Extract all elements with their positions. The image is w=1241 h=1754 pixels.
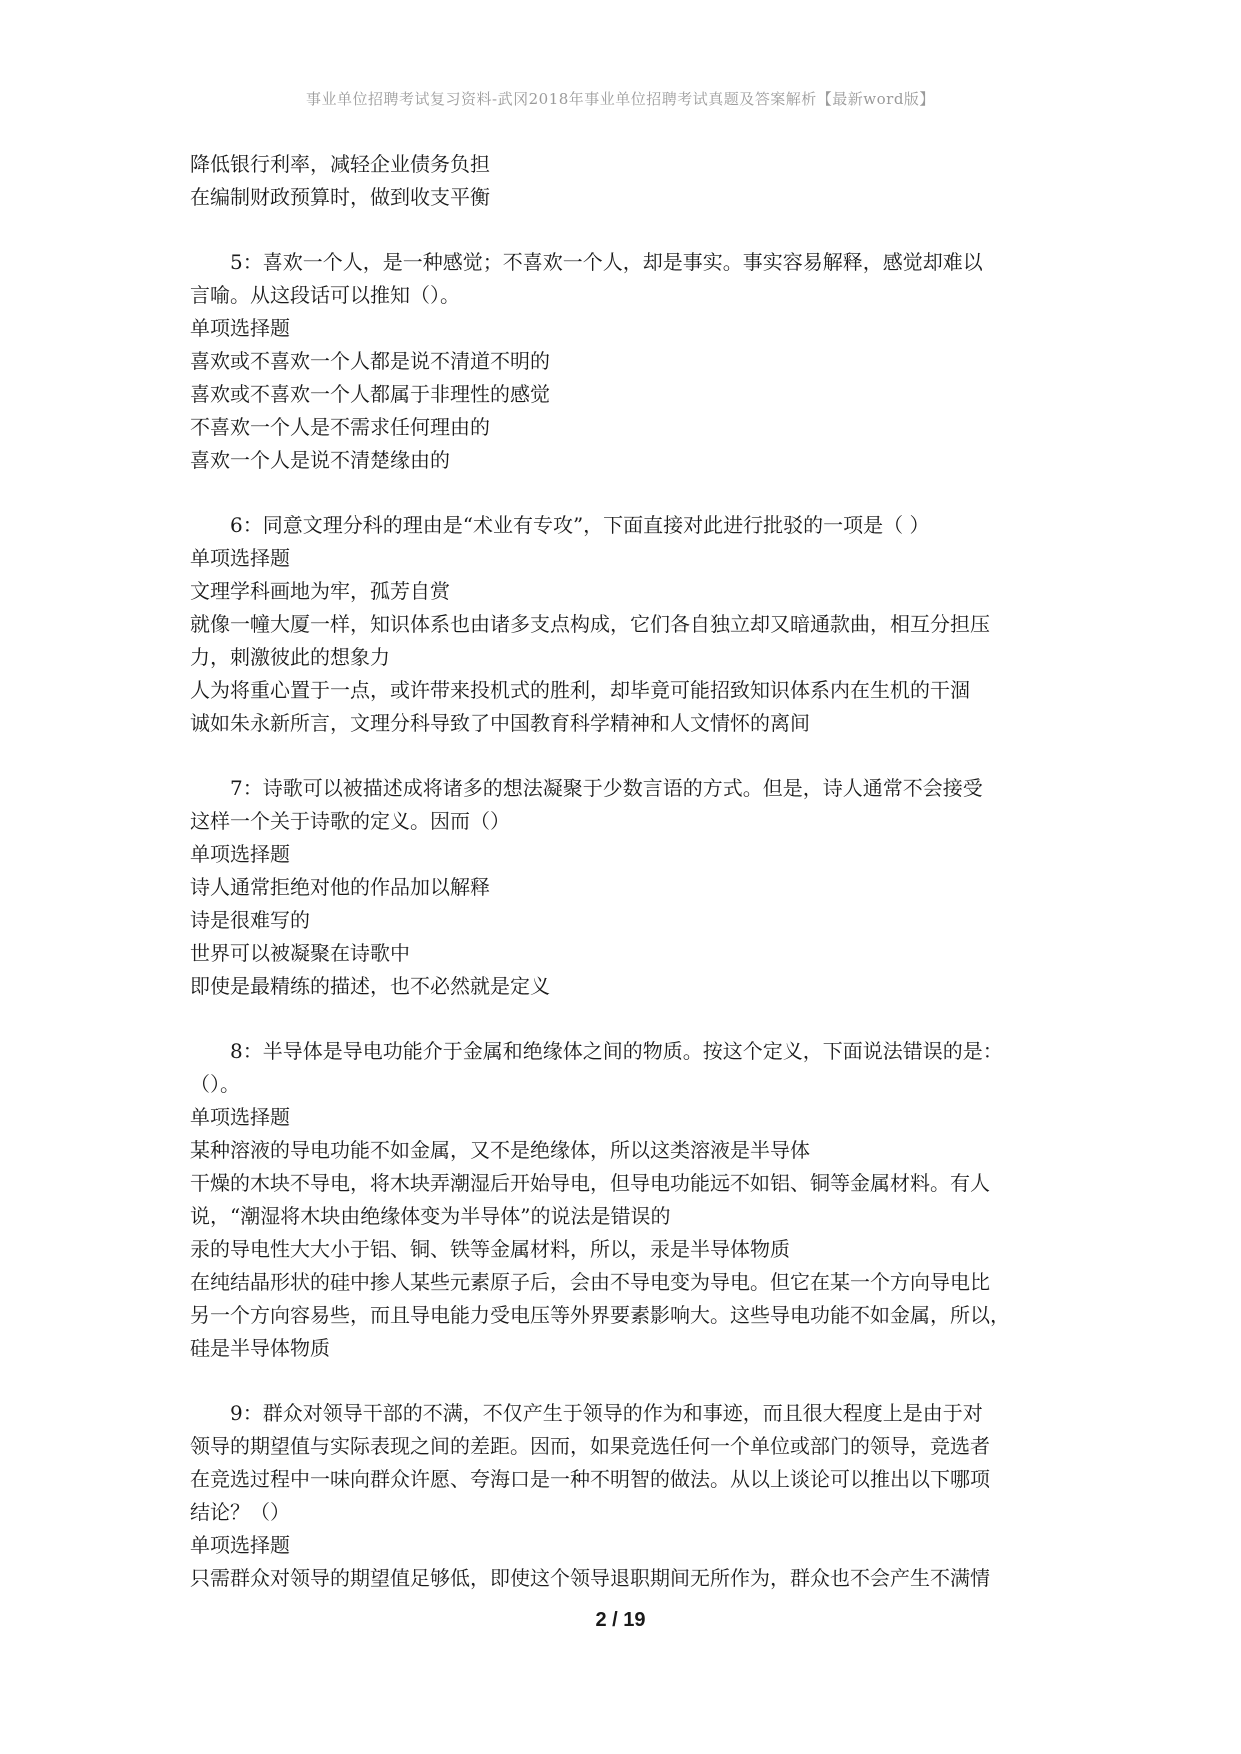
document-body — [190, 148, 1070, 1595]
paragraph-gap — [190, 1365, 1070, 1397]
question-stem-line: 领导的期望值与实际表现之间的差距。因而，如果竞选任何一个单位或部门的领导，竞选者 — [190, 1434, 990, 1458]
paragraph-gap — [190, 477, 1070, 509]
option-line: 世界可以被凝聚在诗歌中 — [190, 941, 410, 965]
option-line: 即使是最精练的描述，也不必然就是定义 — [190, 974, 550, 998]
option-line: 在编制财政预算时，做到收支平衡 — [190, 185, 490, 209]
option-line: 汞的导电性大大小于铝、铜、铁等金属材料，所以，汞是半导体物质 — [190, 1237, 790, 1261]
option-line: 人为将重心置于一点，或许带来投机式的胜利，却毕竟可能招致知识体系内在生机的干涸 — [190, 678, 970, 702]
question-stem-line: 言喻。从这段话可以推知（）。 — [190, 283, 460, 307]
option-line: 干燥的木块不导电，将木块弄潮湿后开始导电，但导电功能远不如铝、铜等金属材料。有人 — [190, 1171, 990, 1195]
option-line: 不喜欢一个人是不需求任何理由的 — [190, 415, 490, 439]
page-number: 2 / 19 — [595, 1609, 646, 1631]
question-type-label: 单项选择题 — [190, 316, 290, 340]
question-stem-line: 5：喜欢一个人，是一种感觉；不喜欢一个人，却是事实。事实容易解释，感觉却难以 — [230, 250, 983, 274]
option-line: 诗是很难写的 — [190, 908, 310, 932]
question-type-label: 单项选择题 — [190, 546, 290, 570]
option-line: 文理学科画地为牢，孤芳自赏 — [190, 579, 450, 603]
option-line: 喜欢一个人是说不清楚缘由的 — [190, 448, 450, 472]
question-stem-line: 6：同意文理分科的理由是“术业有专攻”，下面直接对此进行批驳的一项是（ ） — [230, 513, 930, 537]
question-type-label: 单项选择题 — [190, 1105, 290, 1129]
option-line: 诚如朱永新所言，文理分科导致了中国教育科学精神和人文情怀的离间 — [190, 711, 810, 735]
question-type-label: 单项选择题 — [190, 1533, 290, 1557]
question-stem-line: 9：群众对领导干部的不满，不仅产生于领导的作为和事迹，而且很大程度上是由于对 — [230, 1401, 983, 1425]
option-line: 某种溶液的导电功能不如金属，又不是绝缘体，所以这类溶液是半导体 — [190, 1138, 810, 1162]
paragraph-gap — [190, 1003, 1070, 1035]
question-stem-line: 这样一个关于诗歌的定义。因而（） — [190, 809, 510, 833]
paragraph-gap — [190, 740, 1070, 772]
option-line: 喜欢或不喜欢一个人都是说不清道不明的 — [190, 349, 550, 373]
option-line: 另一个方向容易些，而且导电能力受电压等外界要素影响大。这些导电功能不如金属，所以， — [190, 1303, 1010, 1327]
option-line: 只需群众对领导的期望值足够低，即使这个领导退职期间无所作为，群众也不会产生不满情 — [190, 1566, 990, 1590]
option-line: 硅是半导体物质 — [190, 1336, 330, 1360]
option-line: 在纯结晶形状的硅中掺人某些元素原子后，会由不导电变为导电。但它在某一个方向导电比 — [190, 1270, 990, 1294]
option-line: 就像一幢大厦一样，知识体系也由诸多支点构成，它们各自独立却又暗通款曲，相互分担压 — [190, 612, 990, 636]
option-line: 喜欢或不喜欢一个人都属于非理性的感觉 — [190, 382, 550, 406]
option-line: 力，刺激彼此的想象力 — [190, 645, 390, 669]
page-header: 事业单位招聘考试复习资料-武冈2018年事业单位招聘考试真题及答案解析【最新word版】 — [306, 90, 935, 108]
option-line: 诗人通常拒绝对他的作品加以解释 — [190, 875, 490, 899]
question-stem-line: 在竞选过程中一味向群众许愿、夸海口是一种不明智的做法。从以上谈论可以推出以下哪项 — [190, 1467, 990, 1491]
question-stem-line: 结论？（） — [190, 1500, 290, 1524]
paragraph-gap — [190, 214, 1070, 246]
question-type-label: 单项选择题 — [190, 842, 290, 866]
question-stem-line: （）。 — [190, 1072, 240, 1096]
question-stem-line: 8：半导体是导电功能介于金属和绝缘体之间的物质。按这个定义，下面说法错误的是： — [230, 1039, 1003, 1063]
option-line: 说，“潮湿将木块由绝缘体变为半导体”的说法是错误的 — [190, 1204, 671, 1228]
option-line: 降低银行利率，减轻企业债务负担 — [190, 152, 490, 176]
question-stem-line: 7：诗歌可以被描述成将诸多的想法凝聚于少数言语的方式。但是，诗人通常不会接受 — [230, 776, 983, 800]
